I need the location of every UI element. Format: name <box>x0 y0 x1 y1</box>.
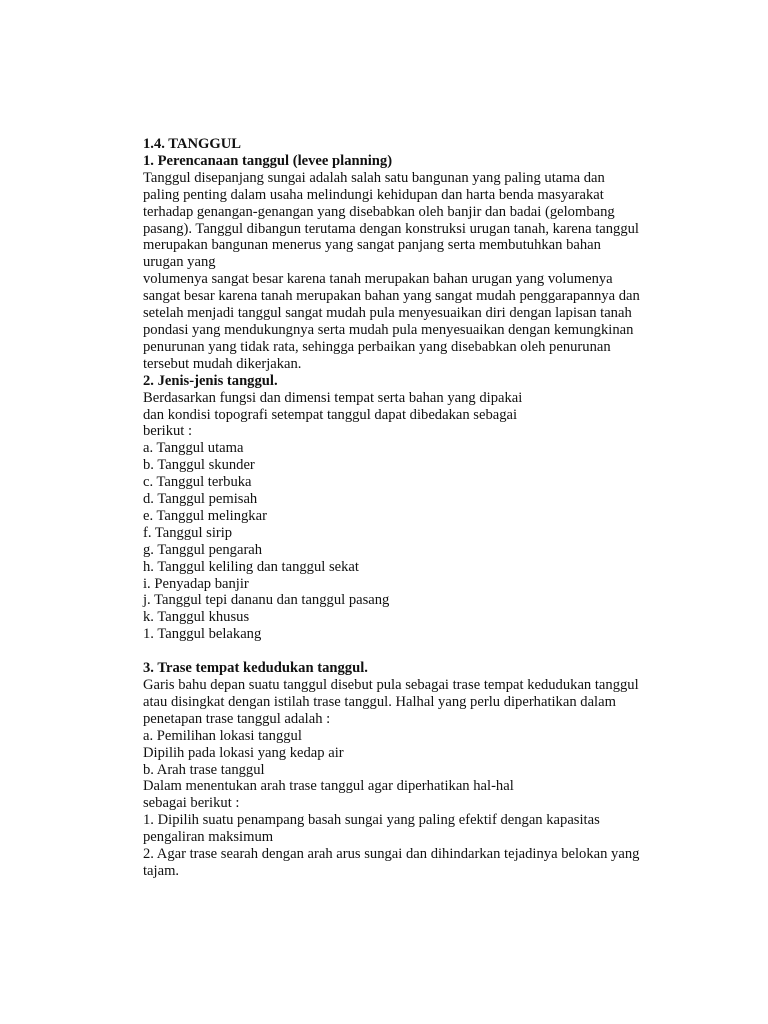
list-item: a. Tanggul utama <box>143 440 244 457</box>
paragraph-line: tersebut mudah dikerjakan. <box>143 355 302 372</box>
section-heading: 1. Perencanaan tanggul (levee planning) <box>143 152 393 169</box>
paragraph-line: b. Arah trase tanggul <box>143 761 265 778</box>
document-title: 1.4. TANGGUL <box>143 136 241 152</box>
paragraph-line: Dalam menentukan arah trase tanggul agar diperhatikan hal-hal <box>143 778 514 795</box>
list-item: 1. Tanggul belakang <box>143 626 262 643</box>
list-item: f. Tanggul sirip <box>143 524 233 541</box>
paragraph-line: penurunan yang tidak rata, sehingga perbaikan yang disebabkan oleh penurunan <box>143 338 611 355</box>
paragraph-line: pasang). Tanggul dibangun terutama dengan konstruksi urugan tanah, karena tanggul <box>143 220 639 237</box>
paragraph-line: berikut : <box>143 423 193 440</box>
paragraph-line: Dipilih pada lokasi yang kedap air <box>143 744 344 761</box>
list-item: e. Tanggul melingkar <box>143 507 267 524</box>
paragraph-line: penetapan trase tanggul adalah : <box>143 710 331 727</box>
document-page <box>143 136 663 880</box>
list-item: d. Tanggul pemisah <box>143 491 258 508</box>
paragraph-line: pengaliran maksimum <box>143 829 274 846</box>
paragraph-line: sebagai berikut : <box>143 795 240 812</box>
list-item: h. Tanggul keliling dan tanggul sekat <box>143 558 359 575</box>
paragraph-line: dan kondisi topografi setempat tanggul dapat dibedakan sebagai <box>143 406 518 423</box>
paragraph-line: pondasi yang mendukungnya serta mudah pula menyesuaikan dengan kemungkinan <box>143 321 634 338</box>
section-levee-types <box>143 373 663 644</box>
blank-line <box>143 643 663 660</box>
paragraph-line: urugan yang <box>143 254 216 271</box>
paragraph-line: terhadap genangan-genangan yang disebabkan oleh banjir dan badai (gelombang <box>143 203 615 220</box>
list-item: i. Penyadap banjir <box>143 575 249 592</box>
paragraph-line: atau disingkat dengan istilah trase tanggul. Halhal yang perlu diperhatikan dalam <box>143 693 616 710</box>
list-item: c. Tanggul terbuka <box>143 474 252 491</box>
paragraph-line: volumenya sangat besar karena tanah merupakan bahan urugan yang volumenya <box>143 271 613 288</box>
paragraph-line: setelah menjadi tanggul sangat mudah pula menyesuaikan diri dengan lapisan tanah <box>143 305 632 322</box>
section-heading: 2. Jenis-jenis tanggul. <box>143 372 278 389</box>
paragraph-line: tajam. <box>143 862 180 879</box>
section-levee-alignment <box>143 660 663 880</box>
paragraph-line: sangat besar karena tanah merupakan bahan yang sangat mudah penggarapannya dan <box>143 288 640 305</box>
paragraph-line: Tanggul disepanjang sungai adalah salah satu bangunan yang paling utama dan <box>143 169 605 186</box>
list-item: b. Tanggul skunder <box>143 457 255 474</box>
paragraph-line: 1. Dipilih suatu penampang basah sungai yang paling efektif dengan kapasitas <box>143 812 600 829</box>
paragraph-line: a. Pemilihan lokasi tanggul <box>143 727 302 744</box>
paragraph-line: paling penting dalam usaha melindungi kehidupan dan harta benda masyarakat <box>143 186 604 203</box>
list-item: k. Tanggul khusus <box>143 609 250 626</box>
paragraph-line: 2. Agar trase searah dengan arah arus sungai dan dihindarkan tejadinya belokan yang <box>143 846 640 863</box>
paragraph-line: merupakan bangunan menerus yang sangat panjang serta membutuhkan bahan <box>143 237 601 254</box>
list-item: j. Tanggul tepi dananu dan tanggul pasang <box>143 592 390 609</box>
section-heading: 3. Trase tempat kedudukan tanggul. <box>143 660 368 677</box>
section-levee-planning <box>143 153 663 373</box>
list-item: g. Tanggul pengarah <box>143 541 263 558</box>
paragraph-line: Berdasarkan fungsi dan dimensi tempat serta bahan yang dipakai <box>143 389 523 406</box>
paragraph-line: Garis bahu depan suatu tanggul disebut pula sebagai trase tempat kedudukan tanggul <box>143 676 639 693</box>
